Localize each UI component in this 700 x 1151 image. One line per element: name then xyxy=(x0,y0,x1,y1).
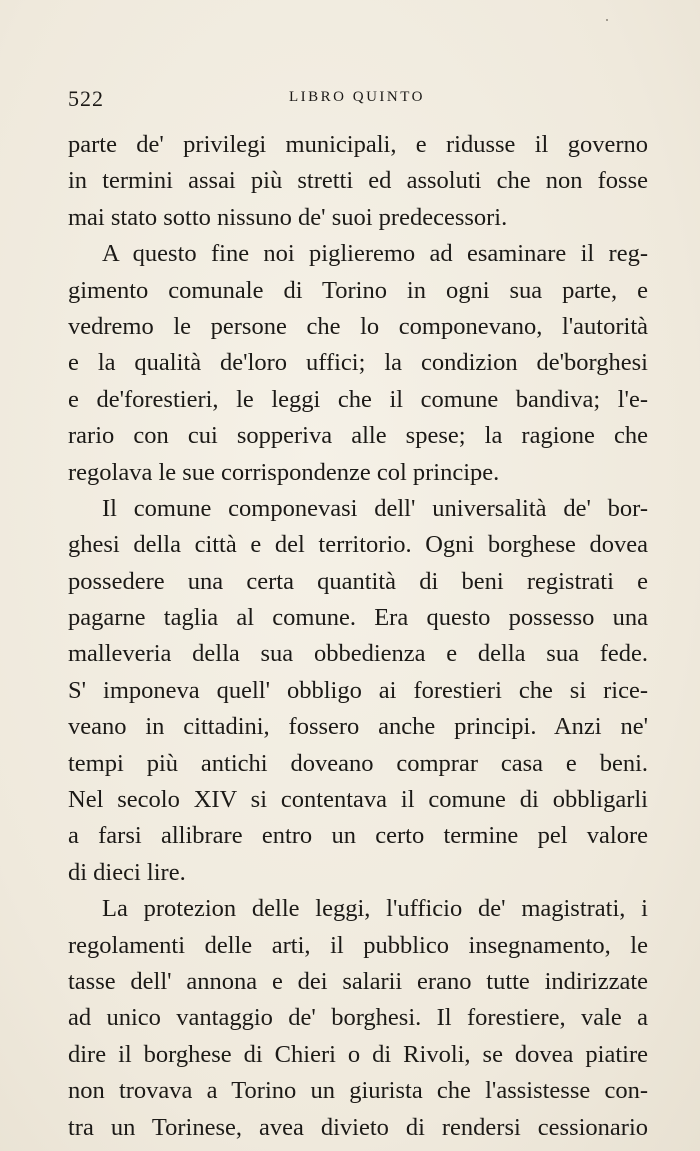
text-line: regolava le sue corrispondenze col principe. xyxy=(68,458,500,486)
text-line: tra un Torinese, avea divieto di rendersi cessionario xyxy=(68,1113,648,1141)
running-title: LIBRO QUINTO xyxy=(289,89,425,105)
text-line: gimento comunale di Torino in ogni sua parte, e xyxy=(68,276,648,304)
text-line: parte de' privilegi municipali, e ridusse il governo xyxy=(68,131,648,158)
page-number: 522 xyxy=(68,86,104,111)
page-header xyxy=(68,86,646,114)
text-line: possedere una certa quantità di beni registrati e xyxy=(68,567,648,595)
text-line: S' imponeva quell' obbligo ai forestieri che si rice- xyxy=(68,676,648,704)
text-line: tasse dell' annona e dei salarii erano tutte indirizzate xyxy=(68,967,648,995)
text-line: pagarne taglia al comune. Era questo possesso una xyxy=(68,604,648,632)
paper-speck xyxy=(606,19,608,21)
text-line: regolamenti delle arti, il pubblico insegnamento, le xyxy=(68,931,648,959)
text-line: a farsi allibrare entro un certo termine pel valore xyxy=(68,822,648,850)
text-line: ad unico vantaggio de' borghesi. Il forestiere, vale a xyxy=(68,1004,648,1032)
text-line: veano in cittadini, fossero anche principi. Anzi ne' xyxy=(68,713,648,741)
text-line: ghesi della città e del territorio. Ogni borghese dovea xyxy=(68,531,648,559)
text-line: e de'forestieri, le leggi che il comune bandiva; l'e- xyxy=(68,385,648,413)
text-line: e la qualità de'loro uffici; la condizion de'borghesi xyxy=(68,349,648,377)
text-line: malleveria della sua obbedienza e della sua fede. xyxy=(68,640,648,668)
text-line: La protezion delle leggi, l'ufficio de' magistrati, i xyxy=(102,895,648,923)
text-line: rario con cui sopperiva alle spese; la ragione che xyxy=(68,422,648,450)
text-line: vedremo le persone che lo componevano, l'autorità xyxy=(68,312,648,340)
text-line: A questo fine noi piglieremo ad esaminare il reg- xyxy=(102,240,648,268)
text-line: non trovava a Torino un giurista che l'assistesse con- xyxy=(68,1077,648,1105)
text-line: in termini assai più stretti ed assoluti che non fosse xyxy=(68,167,648,195)
text-line: di dieci lire. xyxy=(68,858,186,886)
text-line: Il comune componevasi dell' universalità de' bor- xyxy=(102,494,648,522)
body-text xyxy=(68,127,648,1146)
text-line: tempi più antichi doveano comprar casa e beni. xyxy=(68,749,648,777)
text-line: mai stato sotto nissuno de' suoi predecessori. xyxy=(68,203,508,231)
text-line: Nel secolo XIV si contentava il comune di obbligarli xyxy=(68,786,648,814)
text-line: dire il borghese di Chieri o di Rivoli, se dovea piatire xyxy=(68,1040,648,1068)
